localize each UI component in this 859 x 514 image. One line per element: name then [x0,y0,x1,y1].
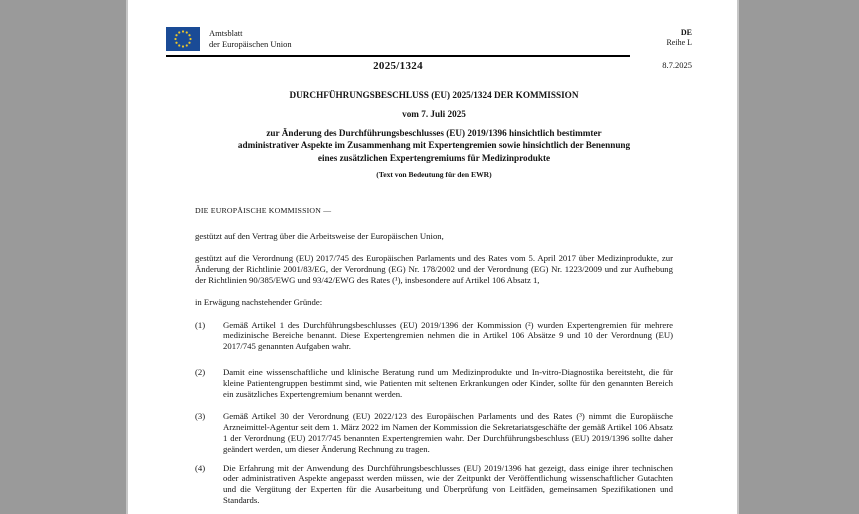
decision-subject-line1: zur Änderung des Durchführungsbeschlusses (EU) 2019/1396 hinsichtlich bestimmter [266,128,602,138]
document-page [126,0,739,514]
citation-paragraph: gestützt auf den Vertrag über die Arbeitsweise der Europäischen Union, [195,230,444,241]
decision-subject-line2: administrativer Aspekte im Zusammenhang mit Expertengremien sowie hinsichtlich der Benennung [237,140,631,151]
publication-date: 8.7.2025 [662,60,692,70]
document-body [195,206,673,506]
decision-subject-line3: eines zusätzlichen Expertengremiums für Medizinprodukte [317,152,551,163]
recital-number: (1) [195,319,206,330]
language-series-block [666,27,692,48]
title-block [195,90,673,180]
recital-row [195,320,673,352]
recital-text: Die Erfahrung mit der Anwendung des Durchführungsbeschlusses (EU) 2019/1396 hat gezeigt, dass einige ihrer technischen oder administrativen Aspekte angepasst werden müssen, wie der Zeitpunkt der Veröffentlichung wissenschaftlicher Gutachten und die Vergütung der Experten für die Ausarbeitung und Überprüfung von Leitfäden, gemeinsamen Spezifikationen und Standards. [223,462,673,506]
recital-number: (2) [195,367,206,378]
recital-text: Damit eine wissenschaftliche und klinische Beratung rund um Medizinprodukte und In-vitro-Diagnostika bereitsteht, die für kleine Patientengruppen bestimmt sind, wie Patienten mit seltenen Erkrankungen oder Kinder, sollte für den genannten Bereich ein zusätzliches Expertengremium benannt werden. [223,367,673,399]
journal-title [209,27,292,50]
language-code: DE [680,28,692,37]
header-rule [166,55,630,57]
eu-flag-icon [166,27,200,51]
recitals-intro: in Erwägung nachstehender Gründe: [195,296,323,307]
citation-paragraph: gestützt auf die Verordnung (EU) 2017/745 des Europäischen Parlaments und des Rates vom 5. April 2017 über Medizinprodukte, zur Änderung der Richtlinie 2001/83/EG, der Verordnung (EG) Nr. 178/2002 und der Verordnung (EG) Nr. 1223/2009 und zur Aufhebung der Richtlinien 90/385/EWG und 93/42/EWG des Rates (¹), insbesondere auf Artikel 106 Absatz 1, [195,253,673,286]
eea-relevance-note: (Text von Bedeutung für den EWR) [376,169,492,179]
recital-row [195,411,673,454]
journal-masthead [166,27,692,51]
recital-text: Gemäß Artikel 30 der Verordnung (EU) 2022/123 des Europäischen Parlaments und des Rates (³) nimmt die Europäische Arzneimittel-Agentur seit dem 1. März 2022 im Namen der Kommission die Sekretariatsgeschäfte der gemäß Artikel 106 Absatz 1 der Verordnung (EU) 2017/745 benannten Expertengremien wahr. Der Durchführungsbeschluss (EU) 2019/1396 sollte daher geändert werden, um dieser Änderung Rechnung zu tragen. [223,411,673,454]
masthead-rule-row [166,55,692,79]
decision-date-line: vom 7. Juli 2025 [402,109,466,119]
recital-text: Gemäß Artikel 1 des Durchführungsbeschlusses (EU) 2019/1396 der Kommission (²) wurden Expertengremien für mehrere medizinische Bereiche benannt. Diese Expertengremien nehmen die in Artikel 106 Absätze 9 und 10 der Verordnung (EU) 2017/745 genannten Aufgaben wahr. [223,319,673,352]
recital-row [195,367,673,399]
preamble-opening: DIE EUROPÄISCHE KOMMISSION — [195,205,332,215]
journal-title-line1: Amtsblatt [209,28,243,38]
recital-number: (3) [195,411,206,422]
document-number: 2025/1324 [373,60,423,72]
decision-subject [195,127,673,164]
recital-number: (4) [195,462,206,473]
decision-title: DURCHFÜHRUNGSBESCHLUSS (EU) 2025/1324 DER KOMMISSION [289,90,579,100]
journal-title-line2: der Europäischen Union [209,39,292,49]
recital-row [195,463,673,506]
series-label: Reihe L [666,38,692,47]
